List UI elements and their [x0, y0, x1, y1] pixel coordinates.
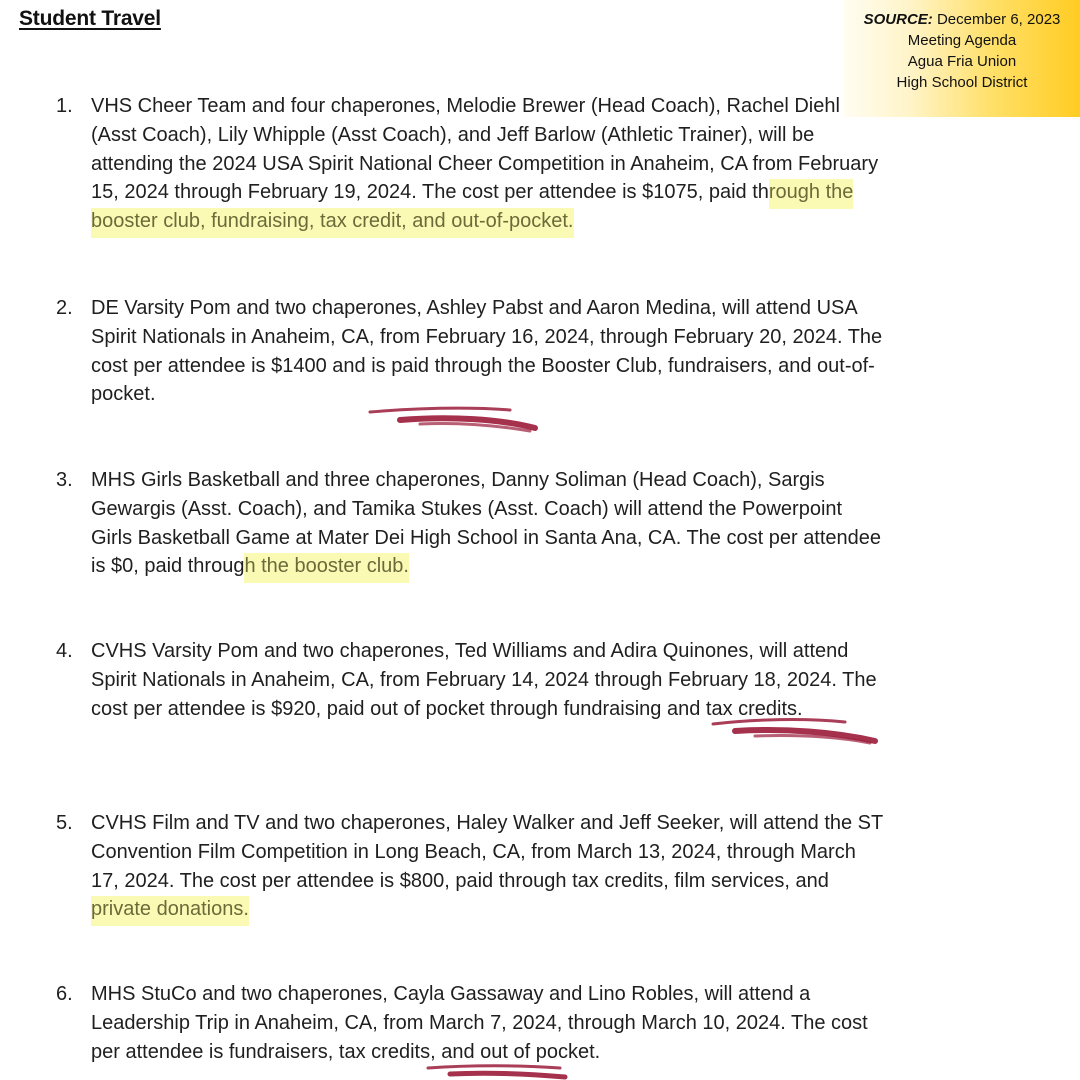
- item-text: [91, 294, 886, 409]
- item-highlight: private donations.: [91, 896, 249, 926]
- item-text-main: MHS StuCo and two chaperones, Cayla Gassaway and Lino Robles, will attend a Leadership Trip in Anaheim, CA, from March 7, 2024, through March 10, 2024. The cost per attendee is fundraisers,: [91, 983, 868, 1063]
- item-text: [91, 92, 886, 236]
- item-highlight: rough the booster club, fundraising, tax credit, and out-of-pocket.: [91, 179, 853, 238]
- item-text-end: and tax credits.: [661, 697, 803, 720]
- item-number: 1.: [56, 95, 73, 117]
- item-text: [91, 809, 886, 924]
- list-item: [56, 466, 886, 581]
- item-text-main: VHS Cheer Team and four chaperones, Melodie Brewer (Head Coach), Rachel Diehl (Asst Coach), Lily Whipple (Asst Coach), and Jeff Barlow (Athletic Trainer), will be attending the 2024 USA Spirit National Cheer Competition in Anaheim, CA from February 15, 2024 through February 19, 2024. The cost per attendee is $1075, paid th: [91, 95, 879, 204]
- source-date: December 6, 2023: [936, 11, 1061, 28]
- item-text: [91, 466, 886, 581]
- item-text-main: MHS Girls Basketball and three chaperones, Danny Soliman (Head Coach), Sargis Gewargis (Asst. Coach), and Tamika Stukes (Asst. Coach) will attend the Powerpoint Girls Basketball Game at Mater Dei High School in Santa Ana, CA. The cost per attendee is $0, paid throug: [91, 469, 882, 578]
- item-text: [91, 980, 886, 1066]
- source-line-4: High School District: [896, 74, 1028, 91]
- item-text-main: CVHS Film and TV and two chaperones, Haley Walker and Jeff Seeker, will attend the ST Convention Film Competition in Long Beach, CA, from March 13, 2024, through March 17, 2024. The cost per attendee is $800, paid through tax credits, film services, and: [91, 812, 883, 892]
- item-text-end: , and out of pocket.: [430, 1040, 601, 1063]
- list-item: [56, 980, 886, 1066]
- item-underlined: fundraising: [563, 697, 662, 720]
- item-number: 6.: [56, 983, 73, 1005]
- item-highlight: h the booster club.: [244, 553, 409, 583]
- item-text: [91, 637, 886, 723]
- section-title: Student Travel: [19, 7, 161, 30]
- item-text-main: CVHS Varsity Pom and two chaperones, Ted Williams and Adira Quinones, will attend Spirit Nationals in Anaheim, CA, from February 14, 2024 through February 18, 2024. The cost per attendee is $920, paid out of pocket through: [91, 640, 877, 720]
- list-item: [56, 637, 886, 723]
- item-number: 4.: [56, 640, 73, 662]
- source-line-3: Agua Fria Union: [907, 53, 1017, 70]
- item-number: 3.: [56, 469, 73, 491]
- list-item: [56, 92, 886, 236]
- item-underlined: tax credits: [338, 1040, 431, 1063]
- item-text-end: .: [149, 383, 156, 406]
- item-text-main: DE Varsity Pom and two chaperones, Ashley Pabst and Aaron Medina, will attend USA Spirit Nationals in Anaheim, CA, from February 16, 2024, through February 20, 2024. The cost per attendee is $1400 and is paid through the Booster Club, fundraisers, and: [91, 297, 883, 377]
- list-item: [56, 809, 886, 924]
- item-number: 5.: [56, 812, 73, 834]
- item-underlined: out-of-pocket: [91, 354, 875, 406]
- item-number: 2.: [56, 297, 73, 319]
- source-line-2: Meeting Agenda: [907, 32, 1017, 49]
- source-label: SOURCE:: [863, 11, 933, 28]
- list-item: [56, 294, 886, 409]
